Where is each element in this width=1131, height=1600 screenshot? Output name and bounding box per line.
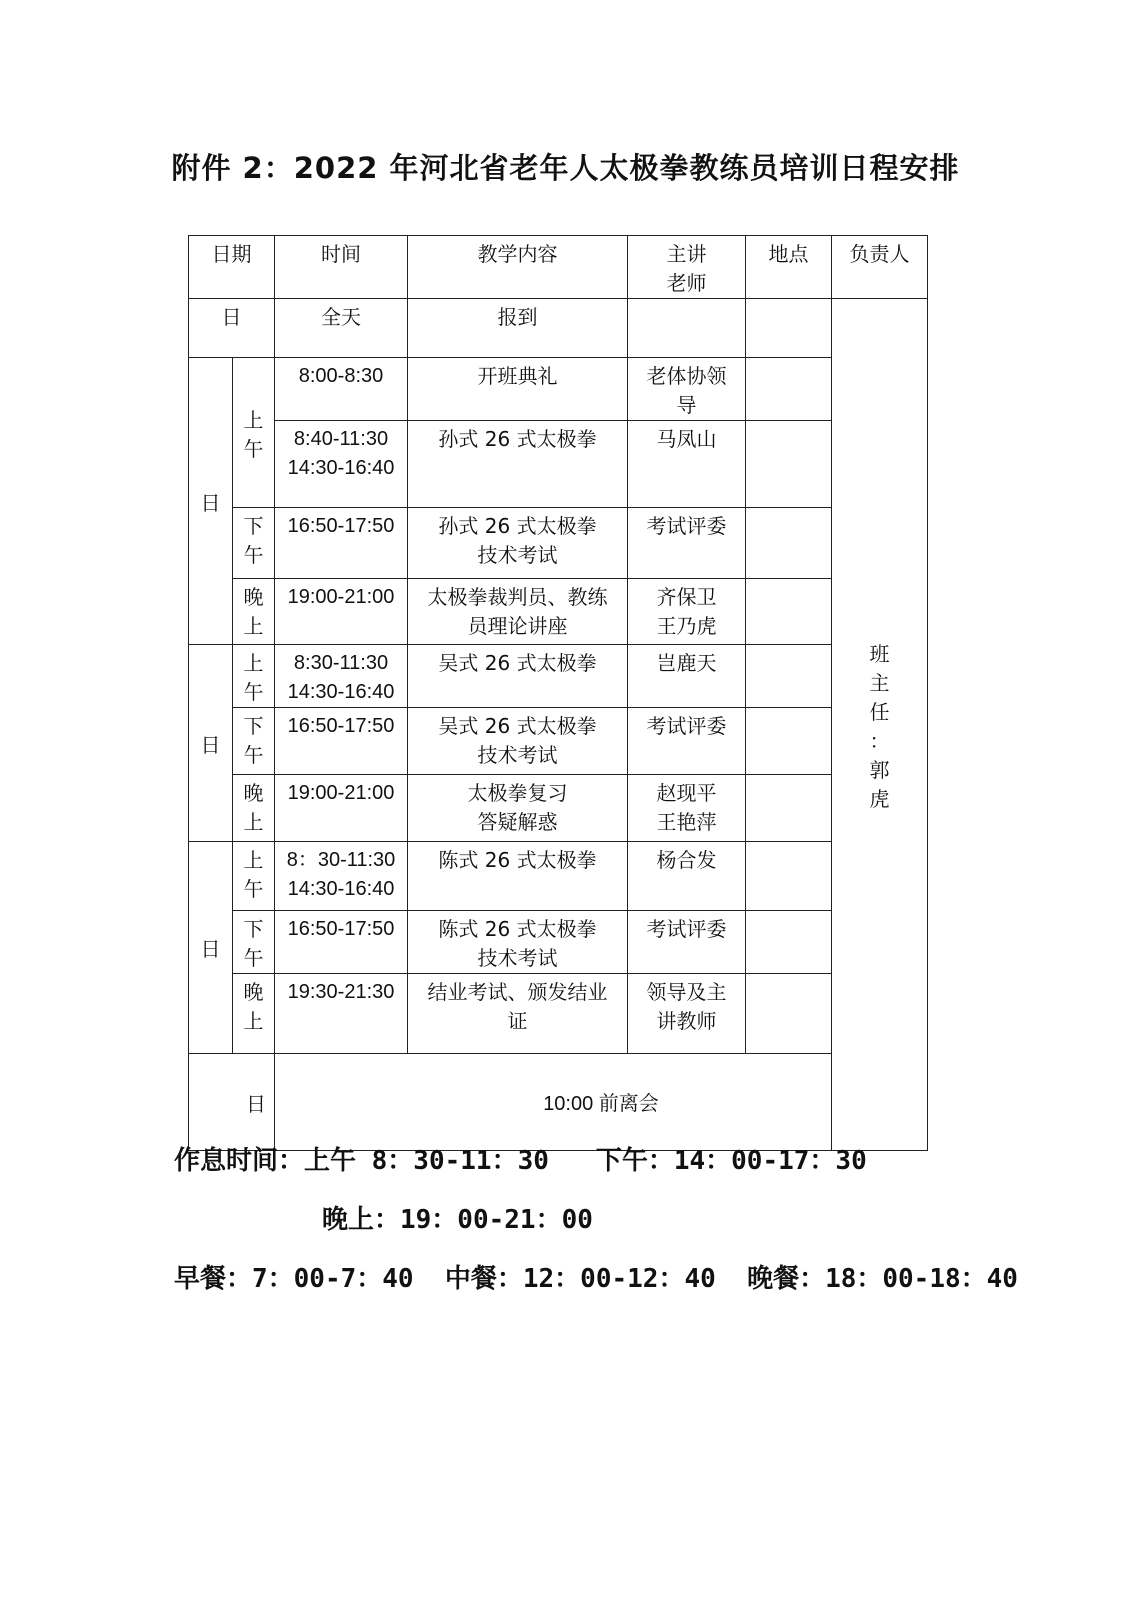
day3-row-graduation	[189, 974, 928, 1054]
footer-meal-times: 早餐：7：00-7：40 中餐：12：00-12：40 晚餐：18：00-18：40	[174, 1264, 1018, 1294]
header-date: 日期	[189, 236, 275, 299]
day1-r3-teacher: 考试评委	[628, 508, 746, 579]
checkin-place	[746, 299, 832, 358]
day1-r4-teacher: 齐保卫 王乃虎	[628, 579, 746, 645]
day1-date: 日	[189, 358, 233, 645]
day3-r1-place	[746, 842, 832, 911]
day3-row-chen	[189, 842, 928, 911]
day1-r2-teacher: 马凤山	[628, 421, 746, 508]
schedule-table	[188, 235, 928, 1151]
day2-row-wu	[189, 645, 928, 708]
day2-row-review	[189, 775, 928, 842]
day1-row-lecture	[189, 579, 928, 645]
day1-r2-time: 8:40-11:30 14:30-16:40	[275, 421, 408, 508]
day1-r2-content: 孙式 26 式太极拳	[408, 421, 628, 508]
day1-r4-time: 19:00-21:00	[275, 579, 408, 645]
footer-evening-hours: 晚上：19：00-21：00	[322, 1205, 593, 1235]
day2-r1-teacher: 岂鹿天	[628, 645, 746, 708]
header-owner: 负责人	[832, 236, 928, 299]
day3-r2-time: 16:50-17:50	[275, 911, 408, 974]
day1-row-exam	[189, 508, 928, 579]
header-row	[189, 236, 928, 299]
day1-r4-content: 太极拳裁判员、教练 员理论讲座	[408, 579, 628, 645]
owner-cell: 班 主 任 ： 郭 虎	[832, 299, 928, 1151]
checkin-date: 日	[189, 299, 275, 358]
day3-r2-teacher: 考试评委	[628, 911, 746, 974]
day2-r1-time: 8:30-11:30 14:30-16:40	[275, 645, 408, 708]
day3-r3-teacher: 领导及主 讲教师	[628, 974, 746, 1054]
day2-r2-time: 16:50-17:50	[275, 708, 408, 775]
day1-r1-place	[746, 358, 832, 421]
day3-r2-place	[746, 911, 832, 974]
day1-r1-content: 开班典礼	[408, 358, 628, 421]
day3-eve-label: 晚 上	[233, 974, 275, 1054]
header-time: 时间	[275, 236, 408, 299]
day3-r1-time: 8：30-11:30 14:30-16:40	[275, 842, 408, 911]
day3-r3-time: 19:30-21:30	[275, 974, 408, 1054]
departure-text: 10:00 前离会	[275, 1054, 928, 1151]
day2-r2-content: 吴式 26 式太极拳 技术考试	[408, 708, 628, 775]
day1-am-label: 上 午	[233, 358, 275, 508]
departure-row	[189, 1054, 928, 1151]
day1-r3-place	[746, 508, 832, 579]
day2-r3-place	[746, 775, 832, 842]
header-place: 地点	[746, 236, 832, 299]
day2-date: 日	[189, 645, 233, 842]
day1-r3-content: 孙式 26 式太极拳 技术考试	[408, 508, 628, 579]
day1-r1-teacher: 老体协领 导	[628, 358, 746, 421]
day1-r1-time: 8:00-8:30	[275, 358, 408, 421]
checkin-content: 报到	[408, 299, 628, 358]
checkin-row	[189, 299, 928, 358]
day3-r3-place	[746, 974, 832, 1054]
day2-r2-teacher: 考试评委	[628, 708, 746, 775]
day3-pm-label: 下 午	[233, 911, 275, 974]
day2-r3-teacher: 赵现平 王艳萍	[628, 775, 746, 842]
day1-r4-place	[746, 579, 832, 645]
day2-r1-place	[746, 645, 832, 708]
day3-date: 日	[189, 842, 233, 1054]
day1-r2-place	[746, 421, 832, 508]
day3-r1-teacher: 杨合发	[628, 842, 746, 911]
day3-am-label: 上 午	[233, 842, 275, 911]
day2-eve-label: 晚 上	[233, 775, 275, 842]
day3-r2-content: 陈式 26 式太极拳 技术考试	[408, 911, 628, 974]
day2-r3-content: 太极拳复习 答疑解惑	[408, 775, 628, 842]
day2-pm-label: 下 午	[233, 708, 275, 775]
day3-row-exam	[189, 911, 928, 974]
day3-r1-content: 陈式 26 式太极拳	[408, 842, 628, 911]
day1-row-opening	[189, 358, 928, 421]
day1-pm-label: 下 午	[233, 508, 275, 579]
header-teacher: 主讲 老师	[628, 236, 746, 299]
day2-r2-place	[746, 708, 832, 775]
day2-r1-content: 吴式 26 式太极拳	[408, 645, 628, 708]
day2-row-exam	[189, 708, 928, 775]
day3-r3-content: 结业考试、颁发结业 证	[408, 974, 628, 1054]
footer-work-hours: 作息时间：上午 8：30-11：30 下午：14：00-17：30	[174, 1146, 867, 1176]
day1-r3-time: 16:50-17:50	[275, 508, 408, 579]
checkin-time: 全天	[275, 299, 408, 358]
day1-row-sun	[189, 421, 928, 508]
checkin-teacher	[628, 299, 746, 358]
header-content: 教学内容	[408, 236, 628, 299]
day1-eve-label: 晚 上	[233, 579, 275, 645]
departure-date: 日	[189, 1054, 275, 1151]
page-title: 附件 2：2022 年河北省老年人太极拳教练员培训日程安排	[171, 151, 960, 185]
day2-r3-time: 19:00-21:00	[275, 775, 408, 842]
day2-am-label: 上 午	[233, 645, 275, 708]
